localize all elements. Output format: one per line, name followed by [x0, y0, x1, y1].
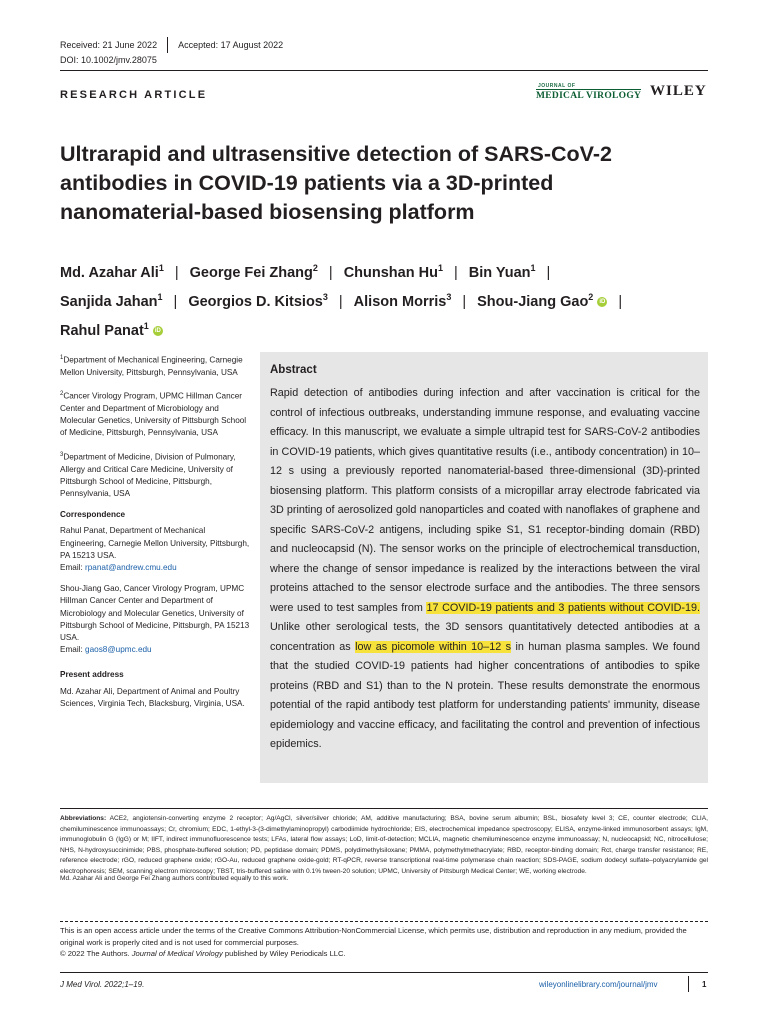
author-separator: | [546, 264, 551, 281]
abbreviations-label: Abbreviations: [60, 815, 107, 822]
license-rule [60, 921, 708, 922]
license [60, 925, 708, 960]
author-separator: | [338, 293, 343, 310]
article-title: Ultrarapid and ultrasensitive detection of SARS-CoV-2 antibodies in COVID-19 patients via a 3D-printed nanomaterial-based biosensing platform [60, 142, 612, 224]
email-label: Email: [60, 645, 86, 655]
author-separator: | [174, 264, 179, 281]
abbreviations-text: ACE2, angiotensin-converting enzyme 2 receptor; Ag/AgCl, silver/silver chloride; AM, additive manufacturing; BSA, bovine serum albumin; BSL, biosafety level 3; CE, counter electrode; CLIA, chemiluminescence immunoassays; Cr, chromium; EDC, 1-ethyl-3-(3-dimethylaminopropyl) carbodiimide hydrochloride; EIS, electrochemical impedance spectroscopy; ELISA, enzyme-linked immunosorbent assays; IgM, immunoglobulin G (IgG) or M; IIFT, indirect immunofluorescence tests; LFAs, lateral flow assays; LoD, limit-of-detection; MCLIA, magnetic chemiluminescence enzyme immunoassay; N, nucleocapsid; NC, nitrocellulose; NHS, N-hydroxysuccinimide; PBS, phosphate-buffered solution; PD, peptidase domain; PDMS, polydimethylsiloxane; PMMA, polymethylmethacrylate; RBD, receptor-binding domain; Rct, charge transfer resistance; RE, reference electrode; rGO, reduced graphene oxide; rGO-Au, reduced graphene oxide-gold; RT-qPCR, reverse transcriptional real-time polymerase chain reaction; SDS-PAGE, sodium dodecyl sulfate–polyacrylamide gel electrophoresis; SEM, scanning electron microscopy; TBST, tris-buffered saline with 0.1% tween-20 solution; UPMC, University of Pittsburgh Medical Center; WE, working electrode. [60, 815, 708, 875]
author-name[interactable]: Alison Morris [353, 293, 447, 310]
header-rule [60, 70, 708, 71]
citation: J Med Virol. 2022;1–19. [60, 980, 145, 989]
affiliation-text: Department of Medicine, Division of Pulmonary, Allergy and Critical Care Medicine, University of Pittsburgh School of Medicine, Pittsburgh, Pennsylvania, USA [60, 452, 236, 499]
author-name[interactable]: Shou-Jiang Gao [477, 293, 589, 310]
email-link[interactable]: rpanat@andrew.cmu.edu [85, 563, 177, 573]
affiliation-marker: 3 [322, 291, 328, 302]
author-separator: | [618, 293, 623, 310]
correspondence-address: Rahul Panat, Department of Mechanical Engineering, Carnegie Mellon University, Pittsburgh, PA 15213 USA. [60, 526, 250, 560]
author-separator: | [462, 293, 467, 310]
affiliation-text: Department of Mechanical Engineering, Carnegie Mellon University, Pittsburgh, Pennsylvania, USA [60, 355, 243, 377]
footer-rule [60, 972, 708, 973]
abstract-box [260, 352, 708, 783]
received-date: Received: 21 June 2022 [60, 40, 158, 50]
abstract-text: in human plasma samples. We found that the studied COVID-19 patients had higher concentrations of antibodies to spike proteins (RBD and S1) than to the N protein. These results demonstrate the enormous potential of the rapid antibody test platform for understanding patients' immunity, disease epidemiology and vaccine efficacy, and facilitating the control and prevention of infectious epidemics. [270, 640, 700, 750]
affiliation-marker: 1 [437, 263, 443, 273]
orcid-icon[interactable]: iD [154, 327, 161, 334]
present-address-text: Md. Azahar Ali, Department of Animal and Poultry Sciences, Virginia Tech, Blacksburg, Virginia, USA. [60, 686, 245, 708]
license-text: This is an open access article under the terms of the Creative Commons Attribution-NonCommercial License, which permits use, distribution and reproduction in any medium, provided the original work is properly cited and is not used for commercial purposes. [60, 926, 687, 947]
author-name[interactable]: Md. Azahar Ali [60, 264, 159, 281]
abstract-heading: Abstract [270, 364, 317, 376]
present-address-heading: Present address [60, 670, 124, 680]
author-name[interactable]: Chunshan Hu [343, 264, 438, 281]
article-dates [60, 37, 283, 53]
abstract-body [270, 384, 700, 755]
affiliation-marker: 1 [157, 291, 163, 302]
author-name[interactable]: Rahul Panat [60, 322, 144, 339]
left-column [60, 352, 250, 723]
journal-of-label: JOURNAL OF [538, 83, 576, 89]
page-number: 1 [702, 980, 707, 989]
copyright-text: © 2022 The Authors. [60, 949, 132, 959]
journal-logo [536, 83, 644, 101]
affiliation-marker: 1 [530, 263, 536, 273]
publisher-logo: WILEY [650, 83, 707, 99]
affiliation-number: 2 [60, 391, 64, 398]
author-separator: | [173, 293, 178, 310]
correspondence-address: Shou-Jiang Gao, Cancer Virology Program, UPMC Hillman Cancer Center and Department of Microbiology and Molecular Genetics, University of Pittsburgh School of Medicine, Pittsburgh, PA 15213 USA. [60, 584, 250, 643]
present-address [60, 669, 250, 710]
journal-name: MEDICAL VIROLOGY [536, 91, 642, 101]
author-list [60, 256, 720, 342]
affiliation [60, 449, 250, 501]
journal-italic: Journal of Medical Virology [131, 949, 223, 959]
affiliation-number: 1 [60, 355, 64, 361]
article-type: RESEARCH ARTICLE [60, 89, 208, 101]
affiliations [60, 352, 250, 500]
correspondence [60, 509, 250, 656]
author-name[interactable]: Georgios D. Kitsios [188, 293, 323, 310]
affiliation-number: 3 [60, 451, 64, 458]
abstract-text: Unlike other serological tests, the 3D sensors quantitatively detected antibodies at a concentration as [270, 621, 700, 653]
correspondence-entry [60, 583, 250, 656]
accepted-date: Accepted: 17 August 2022 [178, 40, 284, 50]
affiliation-marker: 3 [446, 291, 452, 302]
author-name[interactable]: Sanjida Jahan [60, 293, 158, 310]
footer-divider [688, 976, 689, 992]
journal-url[interactable]: wileyonlinelibrary.com/journal/jmv [539, 980, 658, 989]
highlighted-text: 17 COVID-19 patients and 3 patients without COVID-19. [426, 601, 700, 614]
correspondence-heading: Correspondence [60, 510, 126, 520]
affiliation-marker: 2 [588, 291, 594, 302]
correspondence-entry [60, 525, 250, 574]
affiliation [60, 388, 250, 440]
affiliation-marker: 1 [143, 320, 149, 331]
abstract-text: Rapid detection of antibodies during infection and after vaccination is critical for the control of infectious outbreaks, understanding immune response, and evaluating vaccine efficacy. In this manuscript, we evaluate a simple ultrapid test for SARS-CoV-2 antibodies in COVID-19 patients, which gives quantitative results (i.e., antibody concentration) in 10–12 s using a previously reported nanomaterial-based three-dimensional (3D)-printed biosensing platform. This platform consists of a micropillar array electrode fabricated via 3D printing of aerosolized gold nanoparticles and coated with nanoflakes of graphene and specific SARS-CoV-2 antigens, including spike S1, S1 receptor-binding domain (RBD) and nucleocapsid (N). The sensor works on the principle of electrochemical transduction, where the change of sensor impedance is realized by the interactions between the viral proteins attached to the sensor electrode surface and the antibodies. The three sensors were used to test samples from [270, 387, 700, 614]
author-name[interactable]: Bin Yuan [468, 264, 531, 281]
contribution-note: Md. Azahar Ali and George Fei Zhang authors contributed equally to this work. [60, 875, 289, 882]
author-separator: | [453, 264, 458, 281]
copyright-text: published by Wiley Periodicals LLC. [222, 949, 346, 959]
highlighted-text: low as picomole within 10–12 s [355, 640, 512, 653]
email-label: Email: [60, 563, 86, 573]
affiliation-text: Cancer Virology Program, UPMC Hillman Cancer Center and Department of Microbiology and Molecular Genetics, University of Pittsburgh School of Medicine, Pittsburgh, Pennsylvania, USA [60, 391, 247, 438]
meta-divider [167, 37, 168, 53]
affiliation-marker: 2 [312, 263, 318, 273]
abbreviations-rule [60, 808, 708, 809]
email-link[interactable]: gaos8@upmc.edu [85, 645, 152, 655]
doi[interactable]: DOI: 10.1002/jmv.28075 [60, 55, 157, 65]
abbreviations [60, 814, 708, 878]
affiliation-marker: 1 [158, 263, 164, 273]
orcid-icon[interactable]: iD [599, 298, 606, 305]
affiliation [60, 352, 250, 379]
author-separator: | [328, 264, 333, 281]
author-name[interactable]: George Fei Zhang [189, 264, 313, 281]
